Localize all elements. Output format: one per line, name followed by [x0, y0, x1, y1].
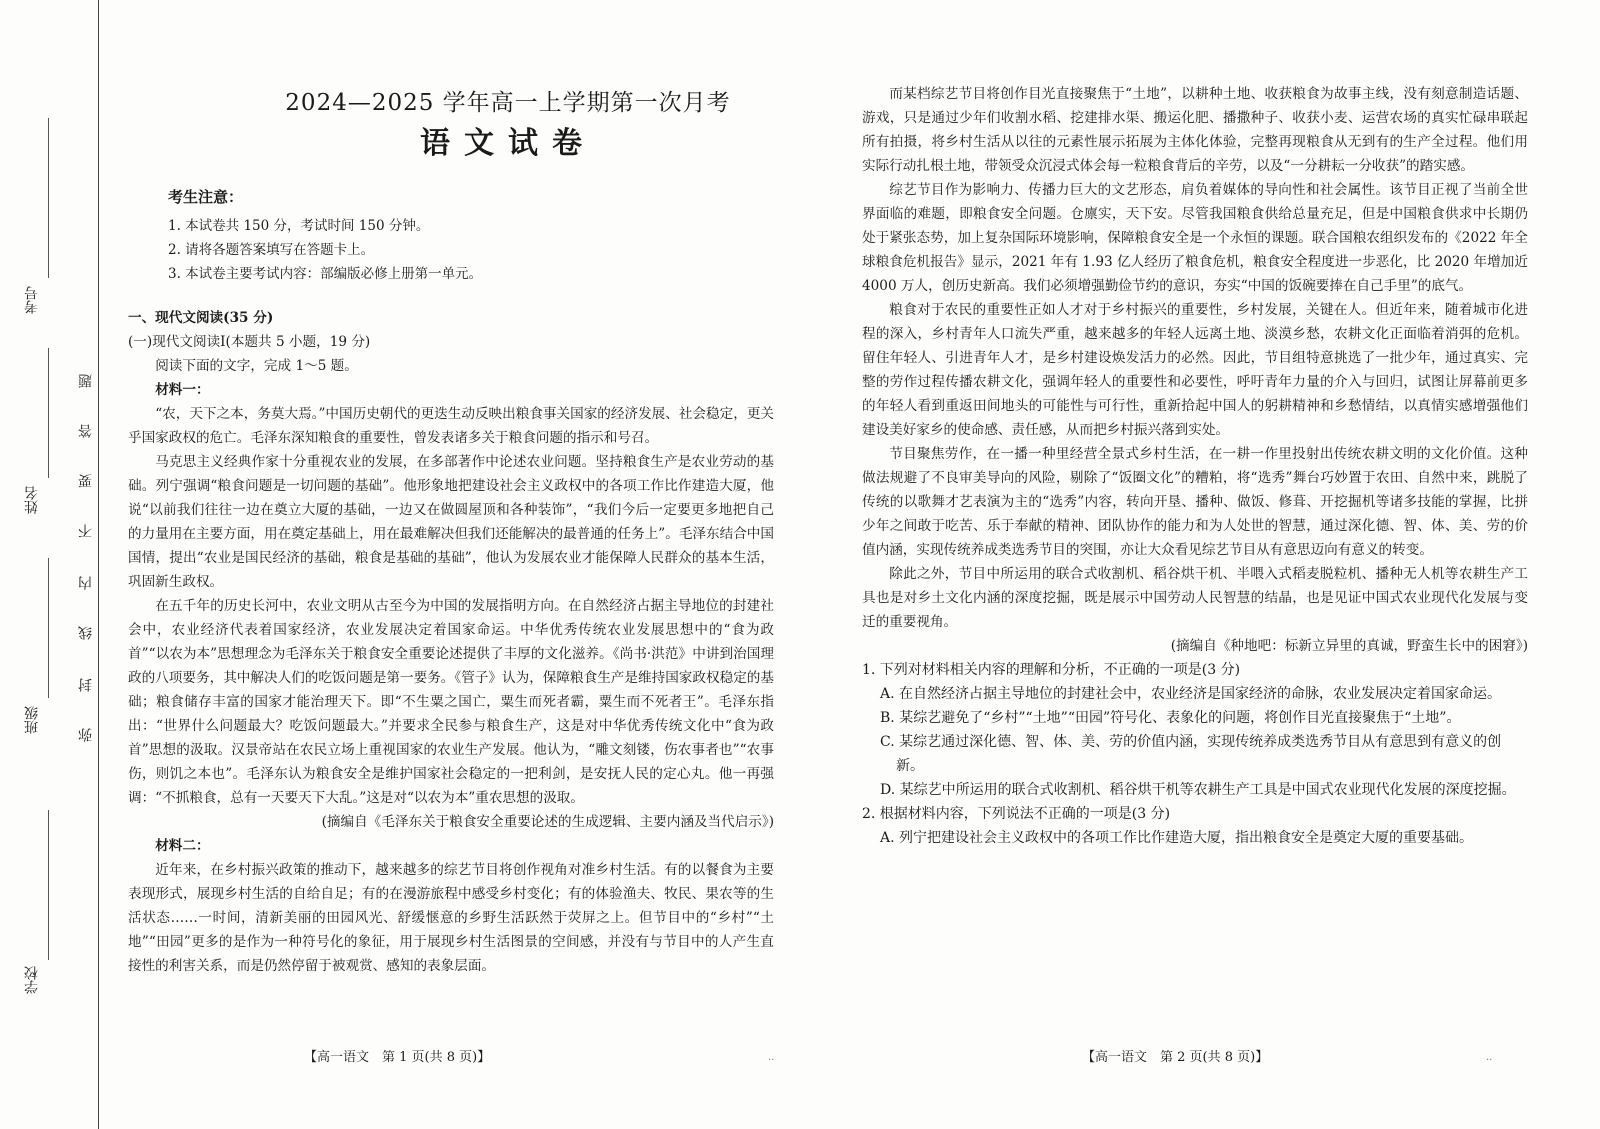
subsection-heading: (一)现代文阅读Ⅰ(本题共 5 小题，19 分)	[128, 334, 371, 350]
school-label: 学校	[24, 966, 40, 994]
material-2-source: (摘编自《种地吧：标新立异里的真诚，野蛮生长中的困窘》)	[1170, 638, 1528, 654]
question-1-option-d: D. 某综艺中所运用的联合式收割机、稻谷烘干机等农耕生产工具是中国式农业现代化发展的深度挖掘。	[880, 782, 1516, 798]
seal-char: 内	[78, 576, 94, 590]
paragraph: 除此之外，节目中所运用的联合式收割机、稻谷烘干机、半喂入式稻麦脱粒机、播种无人机等农耕生产工具也是对乡土文化内涵的深度挖掘，既是展示中国劳动人民智慧的结晶，也是见证中国式农业现代化发展与变迁的重要视角。	[862, 566, 1528, 630]
question-1-option-b: B. 某综艺避免了“乡村”“土地”“田园”符号化、表象化的问题，将创作目光直接聚焦于“土地”。	[880, 710, 1461, 726]
reading-section	[128, 306, 774, 978]
paragraph: 马克思主义经典作家十分重视农业的发展，在多部著作中论述农业问题。坚持粮食生产是农业劳动的基础。列宁强调“粮食问题是一切问题的基础”。他形象地把建设社会主义政权中的各项工作比作建造大厦，他说“以前我们往往一边在奠立大厦的基础，一边又在做圆屋顶和各种装饰”，“我们今后一定要更多地把自己的力量用在主要方面，用在奠定基础上，用在最难解决但我们还能解决的最普通的任务上”。毛泽东结合中国国情，提出“农业是国民经济的基础，粮食是基础的基础”，他认为发展农业才能保障人民群众的基本生活，巩固新生政权。	[128, 454, 774, 590]
reading-continued	[862, 82, 1528, 850]
material-1-label: 材料一：	[155, 382, 210, 398]
paragraph: 粮食对于农民的重要性正如人才对于乡村振兴的重要性，乡村发展，关键在人。但近年来，随着城市化进程的深入，乡村青年人口流失严重，越来越多的年轻人远离土地、淡漠乡愁，农耕文化正面临着消弭的危机。留住年轻人、引进青年人才，是乡村建设焕发活力的必然。因此，节目组特意挑选了一批少年，通过真实、完整的劳作过程传播农耕文化，强调年轻人的重要性和必要性，呼吁青年力量的介入与回归，试图让屏幕前更多的年轻人看到重返田间地头的可能性与可行性，重新拾起中国人的躬耕精神和乡愁情结，以真情实感增强他们建设美好家乡的使命感、责任感，从而把乡村振兴落到实处。	[862, 302, 1528, 438]
exam-no-line	[48, 118, 49, 278]
notice-item: 3. 本试卷主要考试内容：部编版必修上册第一单元。	[168, 266, 483, 282]
paragraph: 节目聚焦劳作，在一播一种里经营全景式乡村生活，在一耕一作里投射出传统农耕文明的文化价值。这种做法规避了不良审美导向的风险，剔除了“饭圈文化”的糟粕，将“选秀”舞台巧妙置于农田、自然中来，跳脱了传统的以歌舞才艺表演为主的“选秀”内容，转向开垦、播种、做饭、修葺、开挖掘机等诸多技能的掌握，比拼少年之间敢于吃苦、乐于奉献的精神、团队协作的能力和为人处世的智慧，通过深化德、智、体、美、劳的价值内涵，实现传统养成类选秀节目的突围，亦让大众看见综艺节目从有意思迈向有意义的转变。	[862, 446, 1528, 558]
subject-title: 语文试卷	[420, 126, 596, 161]
question-2-option-a: A. 列宁把建设社会主义政权中的各项工作比作建造大厦，指出粮食安全是奠定大厦的重要基础。	[880, 830, 1474, 846]
class-label: 班级	[24, 706, 40, 734]
name-label: 姓名	[24, 486, 40, 514]
footer-dots: ..	[1486, 1052, 1493, 1063]
seal-char: 封	[78, 678, 94, 692]
question-2-stem: 2. 根据材料内容，下列说法不正确的一项是(3 分)	[862, 806, 1171, 822]
paragraph: 而某档综艺节目将创作目光直接聚焦于“土地”，以耕种土地、收获粮食为故事主线，没有刻意制造话题、游戏，只是通过少年们收割水稻、挖建排水渠、搬运化肥、播撒种子、收获小麦、运营农场的真实忙碌串联起所有拍摄，将乡村生活从以往的元素性展示拓展为主体化体验，完整再现粮食从无到有的生产全过程。他们用实际行动扎根土地，带领受众沉浸式体会每一粒粮食背后的辛劳，以及“一分耕耘一分收获”的踏实感。	[862, 86, 1528, 174]
exam-no-label: 考号	[24, 286, 40, 314]
paragraph: 在五千年的历史长河中，农业文明从古至今为中国的发展指明方向。在自然经济占据主导地位的封建社会中，农业经济代表着国家经济，农业发展决定着国家命运。中华优秀传统农业发展思想中的“食为政首”“以农为本”思想理念为毛泽东关于粮食安全重要论述提供了丰厚的文化滋养。《尚书·洪范》中讲到治国理政的八项要务，其中解决人们的吃饭问题是第一要务。《管子》认为，保障粮食生产是维持国家政权稳定的基础；粮食储存丰富的国家才能治理天下。即“不生粟之国亡，粟生而死者霸，粟生而不死者王”。毛泽东指出：“世界什么问题最大？吃饭问题最大。”并要求全民参与粮食生产，这是对中华优秀传统文化中“食为政首”思想的汲取。汉景帝站在农民立场上重视国家的农业生产发展。他认为，“雕文刻镂，伤农事者也”“农事伤，则饥之本也”。毛泽东认为粮食安全是维护国家社会稳定的一把利剑，是安抚人民的定心丸。他一再强调：“不抓粮食，总有一天要天下大乱。”这是对“以农为本”重农思想的汲取。	[128, 598, 774, 806]
material-2-label: 材料二：	[155, 838, 210, 854]
footer-dots: ..	[768, 1052, 775, 1063]
question-1-stem: 1. 下列对材料相关内容的理解和分析，不正确的一项是(3 分)	[862, 662, 1241, 678]
seal-char: 题	[78, 374, 94, 388]
question-1-option-c: C. 某综艺通过深化德、智、体、美、劳的价值内涵，实现传统养成类选秀节目从有意思到有意义的创新。	[880, 734, 1502, 774]
binding-margin	[0, 0, 100, 1129]
paragraph: “农，天下之本，务莫大焉。”中国历史朝代的更迭生动反映出粮食事关国家的经济发展、社会稳定，更关乎国家政权的危亡。毛泽东深知粮食的重要性，曾发表诸多关于粮食问题的指示和号召。	[128, 406, 775, 446]
material-1-source: (摘编自《毛泽东关于粮食安全重要论述的生成逻辑、主要内涵及当代启示》)	[321, 814, 774, 830]
paragraph: 近年来，在乡村振兴政策的推动下，越来越多的综艺节目将创作视角对准乡村生活。有的以餐食为主要表现形式，展现乡村生活的自给自足；有的在漫游旅程中感受乡村变化；有的体验渔夫、牧民、果农等的生活状态……一时间，清新美丽的田园风光、舒缓惬意的乡野生活跃然于荧屏之上。但节目中的“乡村”“土地”“田园”更多的是作为一种符号化的象征，用于展现乡村生活图景的空间感，并没有与节目中的人产生直接性的利害关系，而是仍然停留于被观赏、感知的表象层面。	[128, 862, 774, 974]
seal-char: 线	[78, 626, 94, 640]
exam-title: 2024—2025 学年高一上学期第一次月考	[285, 90, 731, 116]
notice-item: 2. 请将各题答案填写在答题卡上。	[168, 242, 375, 258]
question-1-option-a: A. 在自然经济占据主导地位的封建社会中，农业经济是国家经济的命脉，农业发展决定着国家命运。	[880, 686, 1502, 702]
seal-char: 不	[78, 524, 94, 538]
page-footer: 【高一语文 第 2 页(共 8 页)】	[1082, 1050, 1269, 1065]
seal-char: 弥	[78, 728, 94, 742]
seal-char: 答	[78, 424, 94, 438]
name-line	[48, 348, 49, 478]
notice-heading: 考生注意：	[168, 188, 244, 206]
instruction: 阅读下面的文字，完成 1～5 题。	[155, 358, 358, 374]
page-footer: 【高一语文 第 1 页(共 8 页)】	[304, 1050, 491, 1065]
section-heading: 一、现代文阅读(35 分)	[128, 310, 274, 326]
school-line	[48, 810, 49, 960]
notice-item: 1. 本试卷共 150 分，考试时间 150 分钟。	[168, 218, 430, 234]
seal-char: 要	[78, 474, 94, 488]
class-line	[48, 558, 49, 698]
binding-rule	[98, 0, 99, 1129]
paragraph: 综艺节目作为影响力、传播力巨大的文艺形态，肩负着媒体的导向性和社会属性。该节目正视了当前全世界面临的难题，即粮食安全问题。仓廪实，天下安。尽管我国粮食供给总量充足，但是中国粮食供求中长期仍处于紧张态势，加上复杂国际环境影响，保障粮食安全是一个永恒的课题。联合国粮农组织发布的《2022 年全球粮食危机报告》显示，2021 年有 1.93 亿人经历了粮食危机，粮食安全程度进一步恶化，比 2020 年增加近 4000 万人，创历史新高。我们必须增强勤俭节约的意识，夯实“中国的饭碗要捧在自己手里”的底气。	[862, 182, 1528, 294]
